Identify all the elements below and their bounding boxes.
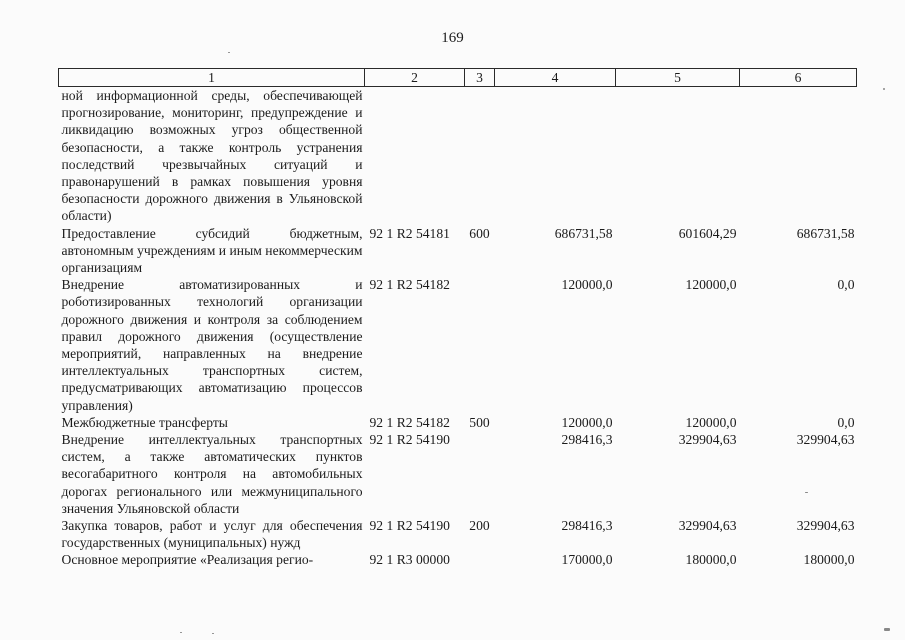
row-amount-year-3: 329904,63 [796, 518, 855, 534]
row-expense-type: 600 [469, 225, 490, 241]
header-row [59, 69, 857, 87]
header-col-2: 2 [365, 69, 465, 87]
row-target-code: 92 1 R2 54182 [369, 277, 450, 293]
row-target-code: 92 1 R3 00000 [369, 552, 450, 568]
row-name: Внедрение интеллектуальных транспортных систем, а также автоматических пунктов весогабаритного контроля на автомобильных дорогах регионального или межмуниципального значения Ульяновской области [61, 432, 363, 516]
row-amount-year-3: 180000,0 [803, 552, 855, 568]
header-col-5: 5 [616, 69, 740, 87]
row-amount-year-2 [616, 87, 740, 225]
row-amount-year-1: 170000,0 [561, 552, 613, 568]
scan-speck [212, 633, 214, 634]
header-col-6: 6 [740, 69, 857, 87]
header-col-3: 3 [465, 69, 495, 87]
scan-speck [805, 492, 808, 493]
header-col-4: 4 [495, 69, 616, 87]
row-amount-year-1: 120000,0 [561, 277, 613, 293]
row-target-code: 92 1 R2 54182 [369, 414, 450, 430]
row-amount-year-1: 298416,3 [561, 432, 613, 448]
row-name: Межбюджетные трансферты [61, 414, 228, 430]
row-expense-type [465, 87, 495, 225]
row-amount-year-3: 0,0 [837, 277, 855, 293]
table-row [59, 87, 857, 225]
row-amount-year-3 [740, 87, 857, 225]
row-target-code: 92 1 R2 54190 [369, 518, 450, 534]
row-name: Предоставление субсидий бюджетным, автономным учреждениям и иным некоммерческим организациям [61, 225, 363, 276]
table-header [59, 69, 857, 87]
row-name: Внедрение автоматизированных и роботизированных технологий организации дорожного движения и контроля за соблюдением правил дорожного движения (осуществление мероприятий, направленных на внедрение интеллектуальных транспортных систем, предусматривающих автоматизацию процессов управления) [61, 277, 363, 413]
scan-speck [883, 88, 885, 90]
row-amount-year-2: 329904,63 [678, 432, 737, 448]
table-row [59, 517, 857, 551]
scan-speck [180, 632, 182, 633]
table-row [59, 414, 857, 431]
row-amount-year-1: 298416,3 [561, 518, 613, 534]
row-target-code: 92 1 R2 54190 [369, 432, 450, 448]
row-amount-year-1: 686731,58 [554, 225, 613, 241]
row-expense-type: 500 [469, 414, 490, 430]
row-amount-year-3: 686731,58 [796, 225, 855, 241]
table-row [59, 276, 857, 414]
row-amount-year-2: 180000,0 [685, 552, 737, 568]
row-target-code: 92 1 R2 54181 [369, 225, 450, 241]
row-name: Закупка товаров, работ и услуг для обеспечения государственных (муниципальных) нужд [61, 518, 363, 551]
header-col-1: 1 [59, 69, 365, 87]
row-amount-year-1: 120000,0 [561, 414, 613, 430]
row-amount-year-2: 329904,63 [678, 518, 737, 534]
table-row [59, 431, 857, 517]
budget-table [58, 68, 857, 569]
row-expense-type [465, 431, 495, 517]
table-body [59, 87, 857, 569]
row-expense-type [465, 551, 495, 568]
row-amount-year-2: 120000,0 [685, 414, 737, 430]
row-expense-type: 200 [469, 518, 490, 534]
row-target-code [365, 87, 465, 225]
row-name: ной информационной среды, обеспечивающей прогнозирование, мониторинг, предупреждение и ликвидацию возможных угроз общественной безопасности, а также контроль устранения последствий чрезвычайных ситуаций и правонарушений в рамках повышения уровня безопасности дорожного движения в Ульяновской области) [61, 88, 363, 224]
row-name: Основное мероприятие «Реализация регио- [61, 552, 314, 568]
table-row [59, 551, 857, 568]
row-amount-year-2: 120000,0 [685, 277, 737, 293]
page-number: 169 [441, 30, 464, 46]
row-amount-year-3: 0,0 [837, 414, 855, 430]
row-amount-year-3: 329904,63 [796, 432, 855, 448]
scan-speck [884, 628, 890, 631]
scan-speck [228, 52, 230, 53]
row-amount-year-1 [495, 87, 616, 225]
row-amount-year-2: 601604,29 [678, 225, 737, 241]
table-row [59, 225, 857, 277]
row-expense-type [465, 276, 495, 414]
